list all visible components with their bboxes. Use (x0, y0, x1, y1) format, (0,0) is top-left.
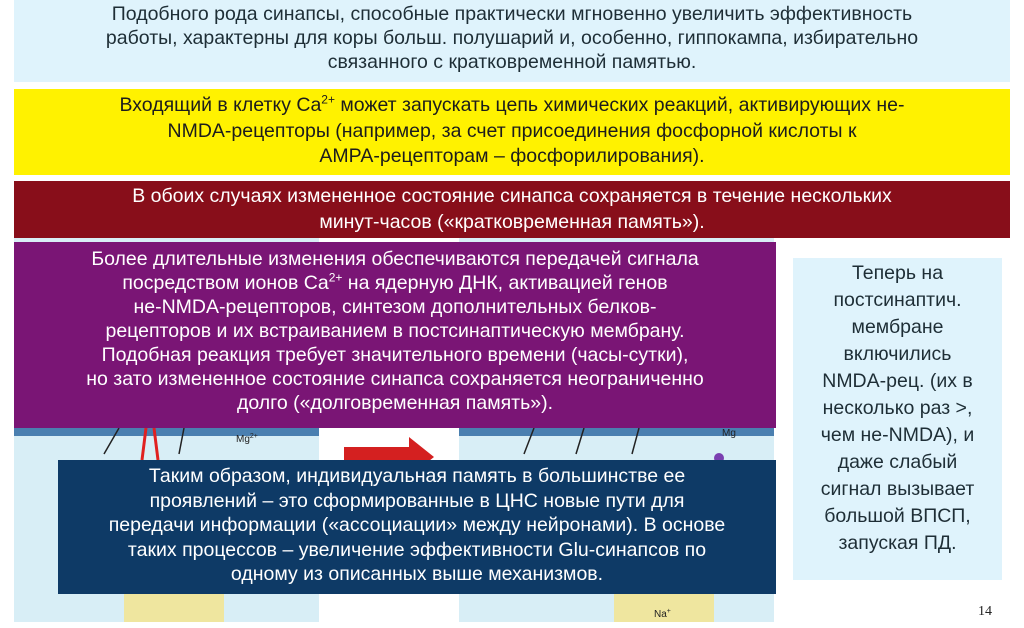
text-line: даже слабый (837, 451, 958, 473)
text-line: несколько раз >, (822, 397, 973, 419)
text-line: сигнал вызывает (820, 478, 975, 500)
text-line: проявлений – это сформированные в ЦНС новые пути для (149, 489, 685, 512)
text-line: Таким образом, индивидуальная память в большинстве ее (148, 465, 686, 487)
text-line: Теперь на (851, 262, 944, 284)
text-line: включились (843, 343, 952, 365)
text-line: рецепторов и их встраиванием в постсинаптическую мембрану. (105, 320, 685, 342)
text-line: посредством ионов $Ca^{2+}$ на ядерную ДНК, активацией генов (122, 270, 668, 294)
text-line: запуская ПД. (838, 532, 957, 554)
text-line: В обоих случаях измененное состояние синапса сохраняется в течение нескольких (132, 185, 892, 207)
text-line: Более длительные изменения обеспечиваются передачей сигнала (91, 248, 699, 270)
diagram-label-na: Na+ (654, 608, 671, 620)
intro-text-box (14, 0, 1010, 82)
text-line: минут-часов («кратковременная память»). (319, 210, 705, 233)
text-line: чем не-NMDA), и (820, 424, 975, 446)
nmda-receptor-note-box (793, 258, 1002, 580)
diagram-label-mg-left: $Mg^{2+}$ (236, 433, 258, 445)
text-line: работы, характерны для коры больш. полушарий и, особенно, гиппокампа, избирательно (105, 27, 919, 49)
superscript: 2+ (328, 270, 343, 285)
text-line: Подобная реакция требует значительного времени (часы-сутки), (101, 344, 689, 366)
text-line: АМРА-рецепторам – фосфорилирования). (319, 145, 705, 167)
text-line: NMDA-рецепторы (например, за счет присоединения фосфорной кислоты к (167, 119, 857, 142)
text-line: не-NMDA-рецепторов, синтезом дополнительных белков- (133, 296, 657, 318)
text-line: Подобного рода синапсы, способные практически мгновенно увеличить эффективность (111, 3, 913, 25)
text-line: мембране (851, 316, 944, 338)
text-line: Входящий в клетку $Ca^{2+}$ может запускать цепь химических реакций, активирующих не- (119, 92, 905, 116)
superscript: 2+ (321, 92, 335, 107)
long-term-memory-box (14, 242, 776, 428)
text-line: одному из описанных выше механизмов. (230, 563, 604, 585)
short-term-memory-box (14, 181, 1010, 238)
text-line: большой ВПСП, (824, 505, 971, 527)
calcium-reaction-box (14, 89, 1010, 175)
text-line: долго («долговременная память»). (236, 392, 554, 414)
text-line: таких процессов – увеличение эффективности Glu-синапсов по (127, 538, 707, 561)
diagram-label-mg-right: Mg (722, 428, 736, 439)
text-line: передачи информации («ассоциации» между нейронами). В основе (108, 514, 726, 536)
slide-number: 14 (978, 604, 992, 619)
conclusion-box (58, 460, 776, 594)
text-line: NMDA-рец. (их в (822, 370, 973, 392)
text-line: постсинаптич. (833, 289, 962, 311)
diagram-left-membrane (14, 428, 319, 436)
text-line: но зато измененное состояние синапса сохраняется неограниченно (86, 368, 704, 390)
text-line: связанного с кратковременной памятью. (327, 51, 697, 73)
